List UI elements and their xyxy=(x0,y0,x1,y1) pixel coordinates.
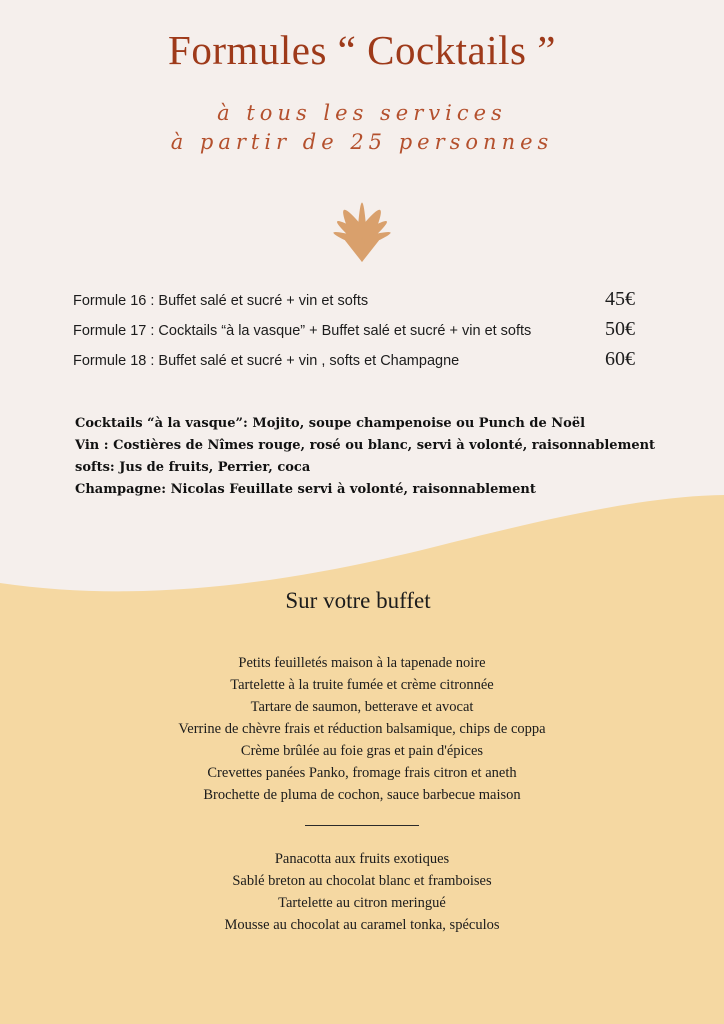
sweet-item: Mousse au chocolat au caramel tonka, spéculos xyxy=(224,917,500,933)
detail-softs: softs: Jus de fruits, Perrier, coca xyxy=(75,460,311,475)
formula-17-price: 50€ xyxy=(605,318,635,340)
formula-18-label: Formule 18 : Buffet salé et sucré + vin , softs et Champagne xyxy=(73,353,460,369)
menu-divider xyxy=(305,825,419,826)
formula-18-price: 60€ xyxy=(605,348,635,370)
buffet-heading: Sur votre buffet xyxy=(285,588,431,613)
savory-item: Verrine de chèvre frais et réduction balsamique, chips de coppa xyxy=(178,721,546,737)
savory-list xyxy=(0,652,724,806)
savory-item: Tartare de saumon, betterave et avocat xyxy=(250,699,474,715)
savory-item: Crème brûlée au foie gras et pain d'épices xyxy=(240,743,484,759)
page-title: Formules “ Cocktails ” xyxy=(168,27,556,73)
formula-18-row xyxy=(73,348,643,372)
sweet-item: Sablé breton au chocolat blanc et framboises xyxy=(232,873,492,889)
savory-item: Tartelette à la truite fumée et crème citronnée xyxy=(230,677,494,693)
shell-icon xyxy=(322,176,402,264)
subtitle-services: à tous les services xyxy=(217,101,507,125)
sweet-item: Tartelette au citron meringué xyxy=(278,895,446,911)
formula-17-label: Formule 17 : Cocktails “à la vasque” + Buffet salé et sucré + vin et softs xyxy=(73,323,532,339)
detail-champagne: Champagne: Nicolas Feuillate servi à volonté, raisonnablement xyxy=(75,482,536,497)
formula-17-row xyxy=(73,318,643,342)
drinks-details xyxy=(75,413,675,501)
savory-item: Brochette de pluma de cochon, sauce barbecue maison xyxy=(203,787,521,803)
sweet-item: Panacotta aux fruits exotiques xyxy=(274,851,450,867)
formula-16-label: Formule 16 : Buffet salé et sucré + vin et softs xyxy=(73,293,369,309)
formula-16-row xyxy=(73,288,643,312)
subtitle-min-guests: à partir de 25 personnes xyxy=(170,130,554,154)
formula-16-price: 45€ xyxy=(605,288,635,310)
detail-wine: Vin : Costières de Nîmes rouge, rosé ou blanc, servi à volonté, raisonnablement xyxy=(75,438,656,453)
sweet-list xyxy=(0,848,724,936)
savory-item: Petits feuilletés maison à la tapenade noire xyxy=(238,655,486,671)
savory-item: Crevettes panées Panko, fromage frais citron et aneth xyxy=(207,765,517,781)
detail-cocktails: Cocktails “à la vasque”: Mojito, soupe champenoise ou Punch de Noël xyxy=(75,416,586,431)
